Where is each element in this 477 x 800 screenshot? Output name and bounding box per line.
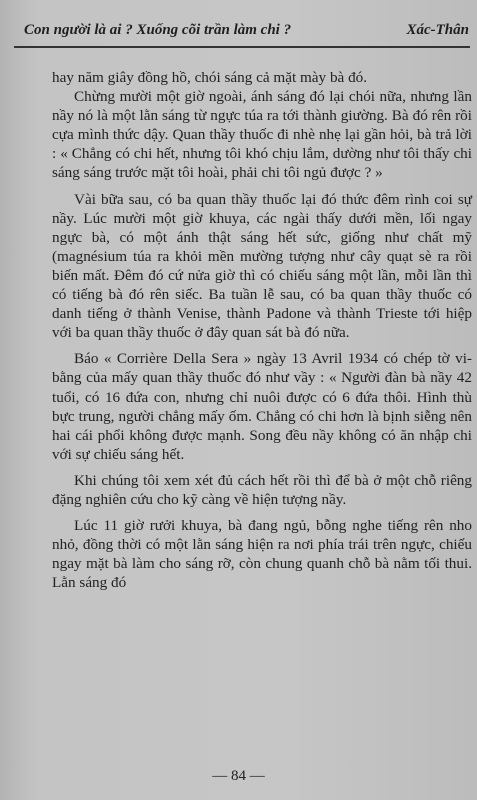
header-chapter: Xác-Thân (406, 22, 469, 38)
header-rule (14, 46, 470, 48)
header-title: Con người là ai ? Xuống cõi trần làm chi ? (24, 22, 292, 38)
paragraph: Khi chúng tôi xem xét đủ cách hết rồi thì để bà ở một chỗ riêng đặng nghiên cứu cho kỹ càng về hiện tượng nầy. (52, 471, 472, 508)
page-number: — 84 — (212, 768, 265, 784)
paragraph: Lúc 11 giờ rưởi khuya, bà đang ngủ, bỗng nghe tiếng rên nho nhỏ, đồng thời có một lằn sáng hiện ra nơi phía trái trên ngực, chiếu ngay mặt bà làm cho sáng rỡ, còn chung quanh chỗ bà nằm tối thui. Lằn sáng đó (52, 517, 472, 592)
paragraph: hay năm giây đồng hồ, chói sáng cả mặt mày bà đó. (52, 69, 368, 86)
paragraph: Báo « Corrière Della Sera » ngày 13 Avril 1934 có chép tờ vi-bằng của mấy quan thầy thuốc đó như vầy : « Người đàn bà nầy 42 tuổi, có 16 đứa con, nhưng chỉ nuôi được có 6 đứa thôi. Hình thù bực trung, người chẳng mấy ốm. Chẳng có chi hơn là bịnh siễng nên hai cái phổi không được mạnh. Song đều nầy không có ăn nhập chi với sự chiếu sáng hết. (52, 350, 472, 463)
running-header (0, 16, 477, 44)
paragraph: Vài bữa sau, có ba quan thầy thuốc lại đó thức đêm rình coi sự nầy. Lúc mười một giờ khuya, các ngài thấy dưới mền, lối ngay ngực bà, có một ánh thật sáng hết sức, giống như chất mỹ (magnésium túa ra khỏi mền mường tượng như cây quạt sè ra rồi biến mất. Đêm đó cứ nửa giờ thì có chiếu sáng một lần, mỗi lần thì có tiếng bà đó rên siếc. Ba tuần lễ sau, có ba quan thầy thuốc có danh tiếng ở thành Venise, thành Padone và thành Trieste tới hiệp với ba quan thầy thuốc ở đây quan sát bà đó nữa. (52, 190, 472, 342)
paragraph: Chừng mười một giờ ngoài, ánh sáng đó lại chói nữa, nhưng lần nầy nó là một lằn sáng từ ngực túa ra tới thành giường. Bà đó rên rồi cựa mình thức dậy. Quan thầy thuốc đi nhè nhẹ lại gần hỏi, bà trả lời : « Chẳng có chi hết, nhưng tôi khó chịu lắm, dường như tôi thấy chi sáng sáng trước mặt tôi hoài, phải chi tôi ngủ được ? » (52, 88, 472, 182)
body-text (52, 68, 472, 592)
